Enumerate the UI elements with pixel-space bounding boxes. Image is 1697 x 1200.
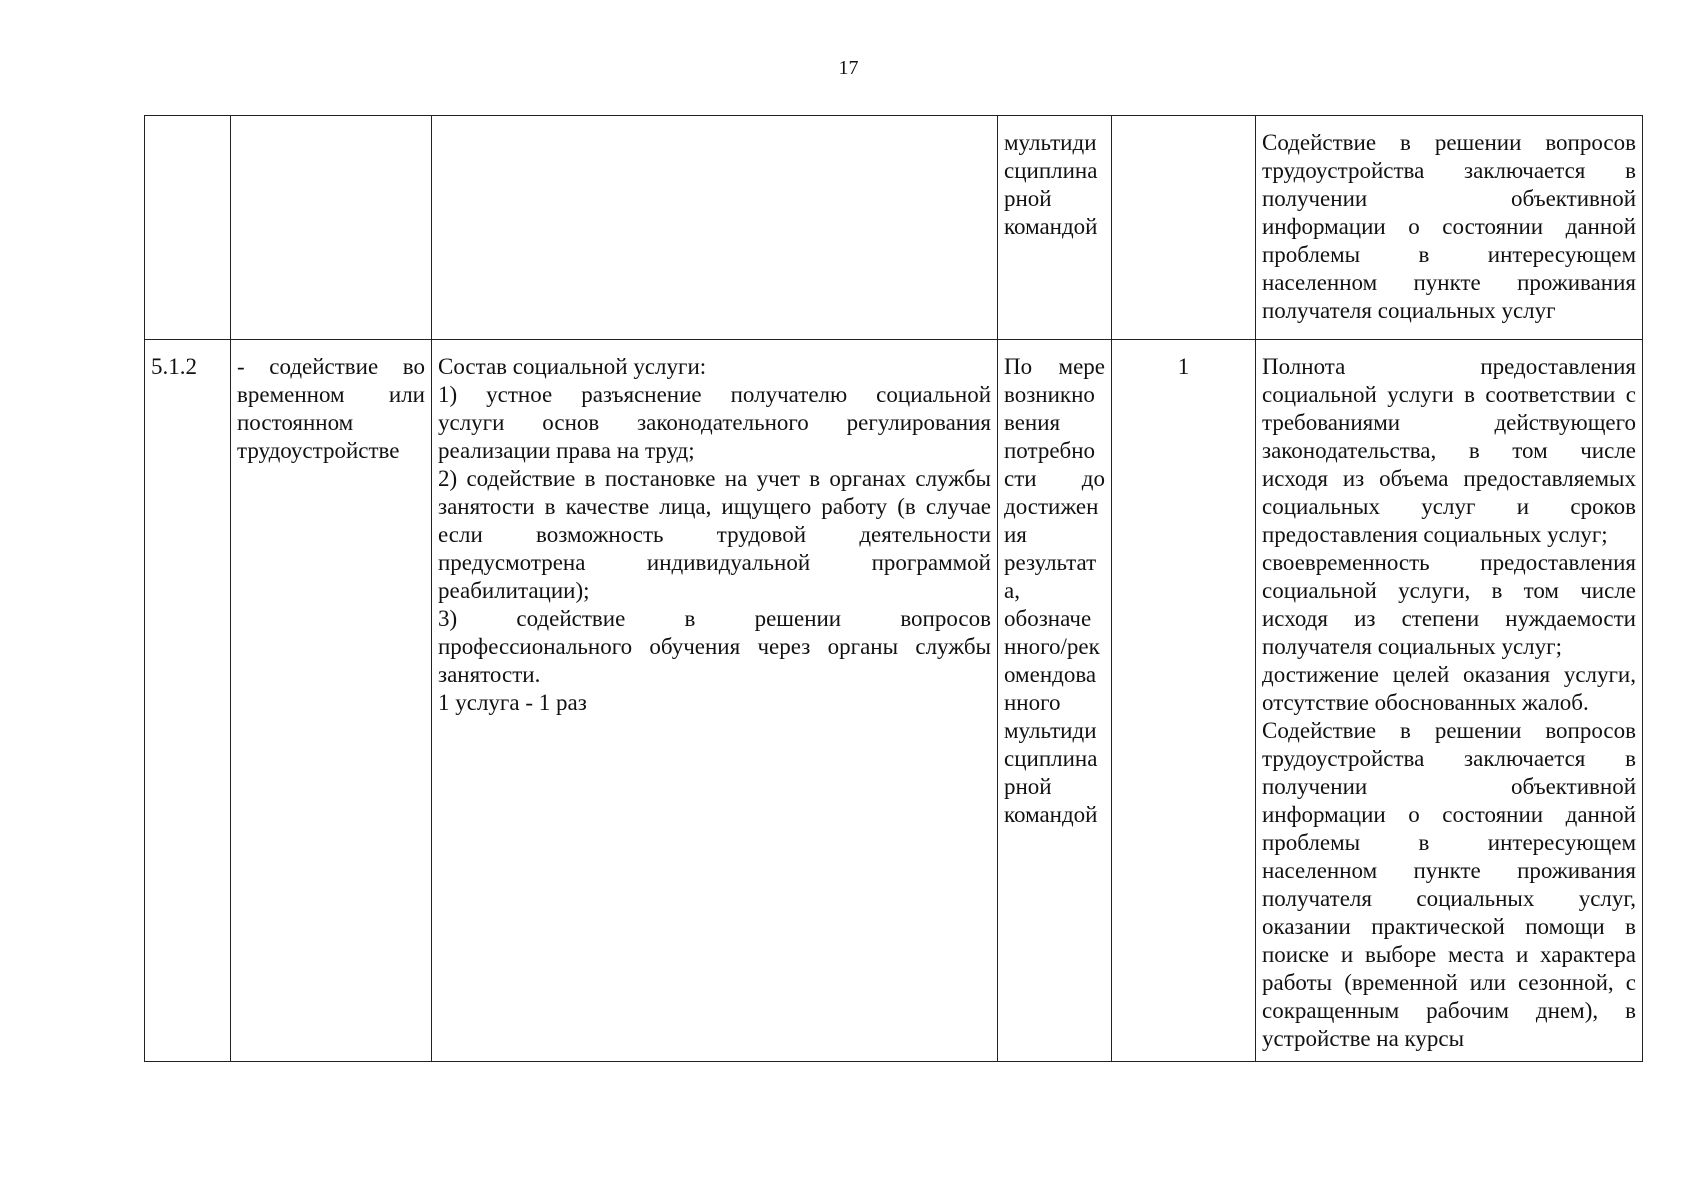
table-row — [145, 340, 1643, 1062]
cell-service-name — [231, 116, 432, 340]
cell-quality — [1256, 340, 1643, 1062]
cell-text-line: проблемы в интересующем — [1262, 830, 1636, 855]
cell-text-line: Содействие в решении вопросов — [1262, 718, 1636, 743]
cell-text-line: нного — [1004, 690, 1061, 715]
cell-text-line: работы (временной или сезонной, с — [1262, 970, 1636, 995]
cell-text-line: омендова — [1004, 662, 1097, 687]
services-table — [144, 115, 1643, 1062]
cell-text-line: возникно — [1004, 382, 1095, 407]
cell-text-line: оказании практической помощи в — [1262, 914, 1636, 939]
cell-text-line: - содействие во — [237, 354, 425, 379]
cell-text-line: устройстве на курсы — [1262, 1026, 1465, 1051]
cell-text-line: ия — [1004, 522, 1027, 547]
cell-text-line: занятости в качестве лица, ищущего работу (в случае — [438, 494, 991, 519]
cell-text-line: временном или — [237, 382, 425, 407]
cell-text-line: поиске и выборе места и характера — [1262, 942, 1636, 967]
cell-text-line: проблемы в интересующем — [1262, 242, 1636, 267]
cell-text-line: сциплина — [1004, 746, 1098, 771]
cell-text-line: трудоустройстве — [237, 438, 400, 463]
cell-number: 5.1.2 — [145, 340, 231, 1062]
cell-text-line: получении объективной — [1262, 774, 1636, 799]
cell-text-line: получателя социальных услуг, — [1262, 886, 1636, 911]
cell-text-line: вения — [1004, 410, 1061, 435]
cell-text-line: Состав социальной услуги: — [438, 354, 707, 379]
cell-text-line: населенном пункте проживания — [1262, 858, 1636, 883]
cell-text-line: социальной услуги в соответствии с — [1262, 382, 1636, 407]
cell-text-line: предоставления социальных услуг; — [1262, 522, 1608, 547]
cell-text-line: сти до — [1004, 466, 1105, 491]
cell-text-line: результат — [1004, 550, 1097, 575]
cell-text-line: командой — [1004, 214, 1098, 239]
cell-text-line: предусмотрена индивидуальной программой — [438, 550, 991, 575]
cell-text-line: получателя социальных услуг — [1262, 298, 1556, 323]
cell-text-line: обозначе — [1004, 606, 1092, 631]
cell-text-line: информации о состоянии данной — [1262, 214, 1636, 239]
cell-text-line: трудоустройства заключается в — [1262, 746, 1636, 771]
cell-text-line: а, — [1004, 578, 1020, 603]
cell-text-line: мультиди — [1004, 130, 1097, 155]
cell-text-line: потребно — [1004, 438, 1096, 463]
cell-quality — [1256, 116, 1643, 340]
cell-text-line: требованиями действующего — [1262, 410, 1636, 435]
cell-text-line: Полнота предоставления — [1262, 354, 1636, 379]
cell-text-line: 1) устное разъяснение получателю социальной — [438, 382, 991, 407]
cell-text-line: нного/рек — [1004, 634, 1100, 659]
cell-text-line: исходя из степени нуждаемости — [1262, 606, 1636, 631]
table-row — [145, 116, 1643, 340]
cell-text-line: мультиди — [1004, 718, 1097, 743]
cell-text-line: 3) содействие в решении вопросов — [438, 606, 991, 631]
cell-terms — [998, 340, 1112, 1062]
cell-text-line: сциплина — [1004, 158, 1098, 183]
page-number: 17 — [838, 57, 859, 79]
cell-text-line: 1 услуга - 1 раз — [438, 690, 587, 715]
cell-text-line: постоянном — [237, 410, 354, 435]
cell-composition — [432, 116, 998, 340]
cell-volume: 1 — [1112, 340, 1256, 1062]
cell-text-line: командой — [1004, 802, 1098, 827]
cell-text-line: рной — [1004, 186, 1052, 211]
cell-text-line: рной — [1004, 774, 1052, 799]
cell-text-line: если возможность трудовой деятельности — [438, 522, 991, 547]
cell-text-line: населенном пункте проживания — [1262, 270, 1636, 295]
cell-text-line: профессионального обучения через органы службы — [438, 634, 991, 659]
cell-number — [145, 116, 231, 340]
cell-text-line: сокращенным рабочим днем), в — [1262, 998, 1636, 1023]
cell-text-line: отсутствие обоснованных жалоб. — [1262, 690, 1589, 715]
cell-text-line: реализации права на труд; — [438, 438, 695, 463]
cell-text-line: По мере — [1004, 354, 1105, 379]
cell-text-line: социальной услуги, в том числе — [1262, 578, 1636, 603]
cell-text-line: получателя социальных услуг; — [1262, 634, 1562, 659]
cell-text-line: достижение целей оказания услуги, — [1262, 662, 1636, 687]
cell-text-line: своевременность предоставления — [1262, 550, 1636, 575]
cell-text-line: достижен — [1004, 494, 1099, 519]
cell-composition — [432, 340, 998, 1062]
cell-service-name — [231, 340, 432, 1062]
cell-text-line: трудоустройства заключается в — [1262, 158, 1636, 183]
cell-text-line: услуги основ законодательного регулирования — [438, 410, 991, 435]
cell-text-line: 2) содействие в постановке на учет в органах службы — [438, 466, 991, 491]
cell-text-line: занятости. — [438, 662, 541, 687]
cell-text-line: исходя из объема предоставляемых — [1262, 466, 1636, 491]
cell-text-line: социальных услуг и сроков — [1262, 494, 1636, 519]
cell-text-line: законодательства, в том числе — [1262, 438, 1636, 463]
cell-text-line: реабилитации); — [438, 578, 590, 603]
cell-volume — [1112, 116, 1256, 340]
cell-terms — [998, 116, 1112, 340]
cell-text-line: получении объективной — [1262, 186, 1636, 211]
cell-text-line: информации о состоянии данной — [1262, 802, 1636, 827]
cell-text-line: Содействие в решении вопросов — [1262, 130, 1636, 155]
